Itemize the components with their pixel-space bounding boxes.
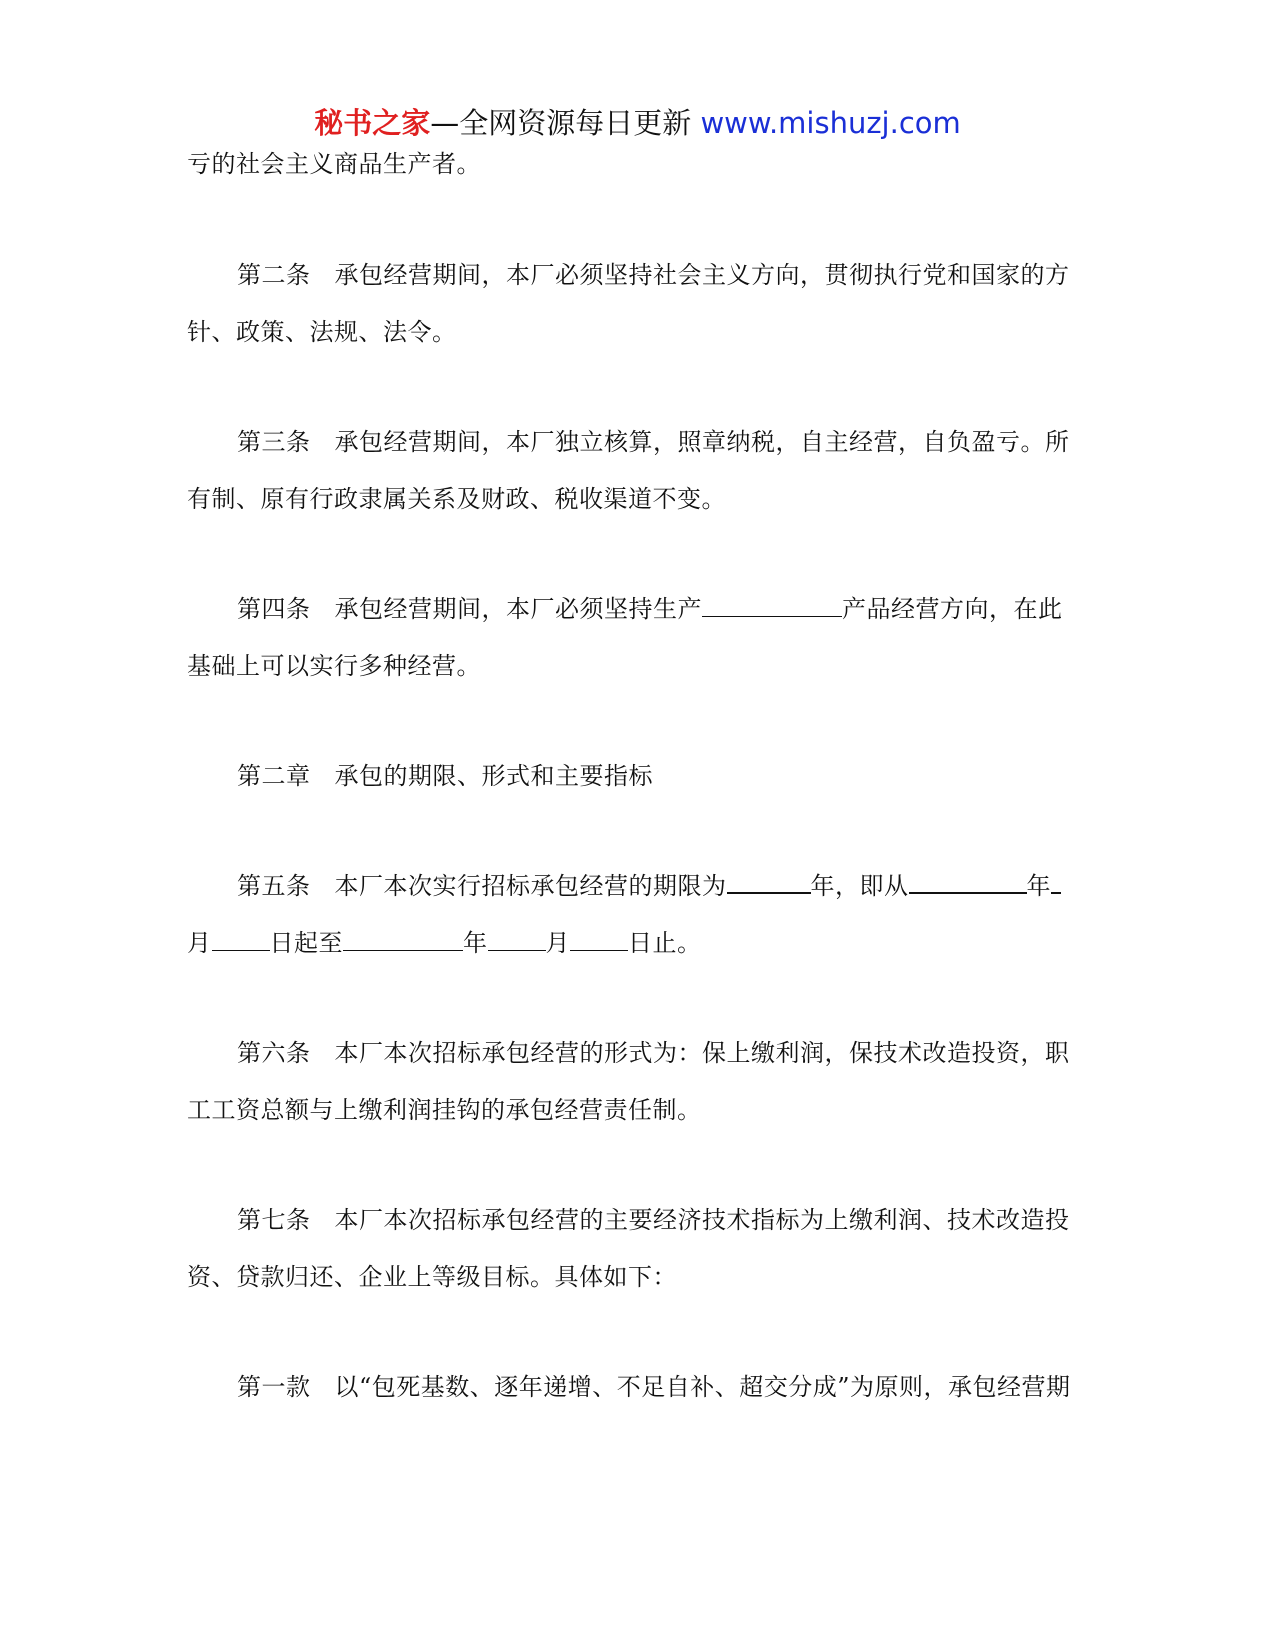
fill-in-blank[interactable] [212, 930, 270, 951]
header-tagline: 全网资源每日更新 [459, 106, 692, 140]
article-text: 承包经营期间，本厂必须坚持社会主义方向，贯彻执行党和国家的方 [334, 261, 1070, 289]
fill-in-blank[interactable] [909, 872, 1027, 894]
fill-in-blank[interactable] [570, 930, 628, 951]
clause-text: 以“包死基数、逐年递增、不足自补、超交分成”为原则，承包经营期 [334, 1373, 1071, 1401]
article-text: 年 [1026, 872, 1051, 900]
article-4-line-1 [237, 589, 1063, 624]
clause-label: 第一款 [237, 1373, 311, 1401]
article-2-line-2: 针、政策、法规、法令。 [187, 318, 457, 346]
chapter-2-heading [237, 756, 653, 791]
article-text: 承包经营期间，本厂独立核算，照章纳税，自主经营，自负盈亏。所 [334, 428, 1070, 456]
article-text: 日起至 [269, 929, 343, 957]
brand-name: 秘书之家 [314, 106, 431, 140]
article-6-line-2: 工工资总额与上缴利润挂钩的承包经营责任制。 [187, 1096, 702, 1124]
clause-1-line-1 [237, 1367, 1071, 1402]
article-text: 本厂本次招标承包经营的主要经济技术指标为上缴利润、技术改造投 [334, 1206, 1070, 1234]
fill-in-blank[interactable] [727, 872, 811, 894]
article-2-line-1 [237, 255, 1070, 290]
article-5-line-2 [187, 923, 702, 958]
article-4-line-2: 基础上可以实行多种经营。 [187, 652, 481, 680]
article-text: 本厂本次实行招标承包经营的期限为 [334, 872, 727, 900]
article-label: 第三条 [237, 428, 311, 456]
fill-in-blank[interactable] [702, 596, 842, 617]
article-label: 第七条 [237, 1206, 311, 1234]
header-dash: — [430, 106, 460, 140]
watermark-header [0, 104, 1275, 142]
article-5-line-1 [237, 866, 1061, 901]
article-label: 第五条 [237, 872, 311, 900]
article-7-line-2: 资、贷款归还、企业上等级目标。具体如下： [187, 1263, 677, 1291]
chapter-label: 第二章 [237, 762, 311, 790]
article-label: 第二条 [237, 261, 311, 289]
article-label: 第六条 [237, 1039, 311, 1067]
article-text: 月 [545, 929, 570, 957]
article-text: 年，即从 [810, 872, 909, 900]
fill-in-blank[interactable] [1051, 872, 1061, 894]
article-text: 产品经营方向，在此 [842, 595, 1063, 623]
chapter-title: 承包的期限、形式和主要指标 [334, 762, 653, 790]
site-url[interactable]: www.mishuzj.com [700, 106, 961, 140]
article-3-line-2: 有制、原有行政隶属关系及财政、税收渠道不变。 [187, 485, 726, 513]
article-text: 日止。 [628, 929, 702, 957]
article-3-line-1 [237, 422, 1070, 457]
article-text: 承包经营期间，本厂必须坚持生产 [334, 595, 702, 623]
article-6-line-1 [237, 1033, 1070, 1068]
article-text: 年 [463, 929, 488, 957]
fill-in-blank[interactable] [488, 930, 546, 951]
fill-in-blank[interactable] [343, 930, 463, 951]
article-7-line-1 [237, 1200, 1070, 1235]
article-text: 月 [187, 929, 212, 957]
article-label: 第四条 [237, 595, 311, 623]
article-text: 本厂本次招标承包经营的形式为：保上缴利润，保技术改造投资，职 [334, 1039, 1070, 1067]
paragraph-line: 亏的社会主义商品生产者。 [187, 150, 481, 178]
